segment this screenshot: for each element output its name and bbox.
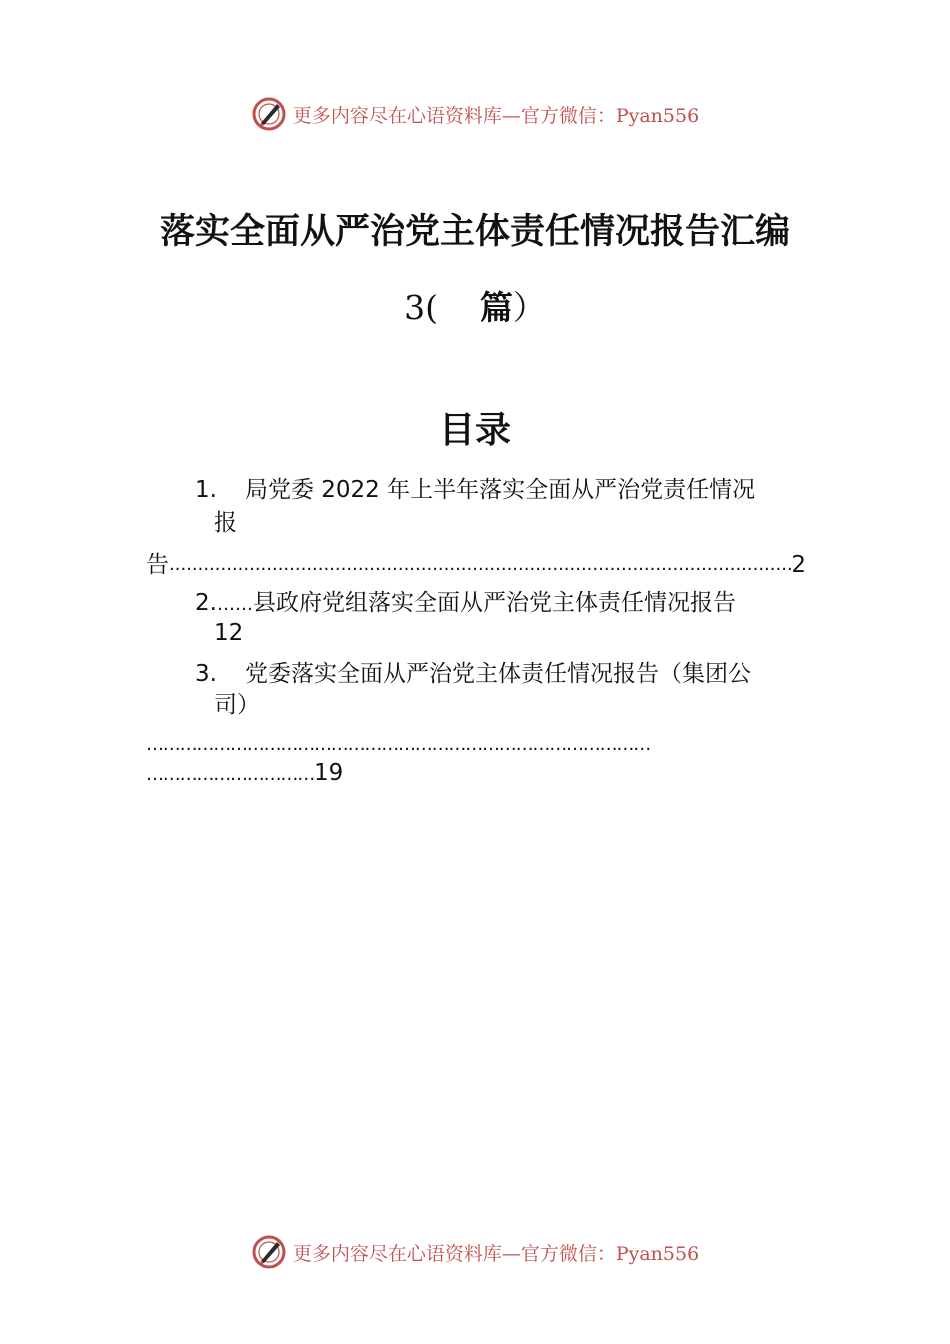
toc-entry-page: 2 <box>791 552 806 578</box>
toc-entry-text: 党委落实全面从严治党主体责任情况报告（集团公 <box>244 661 751 687</box>
toc-entry-3-line-2: 司） <box>214 692 260 718</box>
toc-entry-1-line-2: 报 <box>214 510 237 536</box>
toc-entry-2-line-1[interactable] <box>195 588 736 620</box>
subtitle-word: 篇 <box>479 288 513 327</box>
dot-leader: ……………………………………………………………………………… <box>146 734 651 755</box>
toc-heading: 目录 <box>438 409 511 451</box>
toc-entry-text: 告 <box>146 552 169 578</box>
document-title: 落实全面从严治党主体责任情况报告汇编 <box>159 211 790 252</box>
dot-leader <box>169 548 791 580</box>
toc-entry-number: 2. <box>195 590 217 616</box>
toc-entry-1-line-1[interactable] <box>195 475 755 505</box>
document-subtitle <box>0 282 950 329</box>
toc-entry-3-line-1[interactable] <box>195 659 751 689</box>
pen-circle-logo-icon <box>251 96 287 132</box>
toc-entry-page: 12 <box>214 620 244 646</box>
toc-entry-text: 县政府党组落实全面从严治党主体责任情况报告 <box>252 590 736 616</box>
subtitle-close: ） <box>512 288 546 327</box>
banner-text: 更多内容尽在心语资料库—官方微信：Pyan556 <box>292 1242 700 1265</box>
dot-leader: ………………………… <box>146 764 315 785</box>
dot-leader: …… <box>216 594 253 615</box>
toc-entry-text: 局党委 2022 年上半年落实全面从严治党责任情况 <box>244 477 756 503</box>
banner-text: 更多内容尽在心语资料库—官方微信：Pyan556 <box>292 104 700 127</box>
subtitle-number: 3( <box>404 288 438 327</box>
footer-banner <box>0 1232 950 1272</box>
toc-entry-3-leader-row[interactable] <box>146 758 343 790</box>
header-banner <box>0 94 950 134</box>
toc-entry-number: 3. <box>195 661 217 687</box>
toc-entry-number: 1. <box>195 477 217 503</box>
pen-circle-logo-icon <box>251 1234 287 1270</box>
toc-entry-page: 19 <box>314 760 344 786</box>
toc-entry-1-leader-row[interactable] <box>146 548 806 580</box>
